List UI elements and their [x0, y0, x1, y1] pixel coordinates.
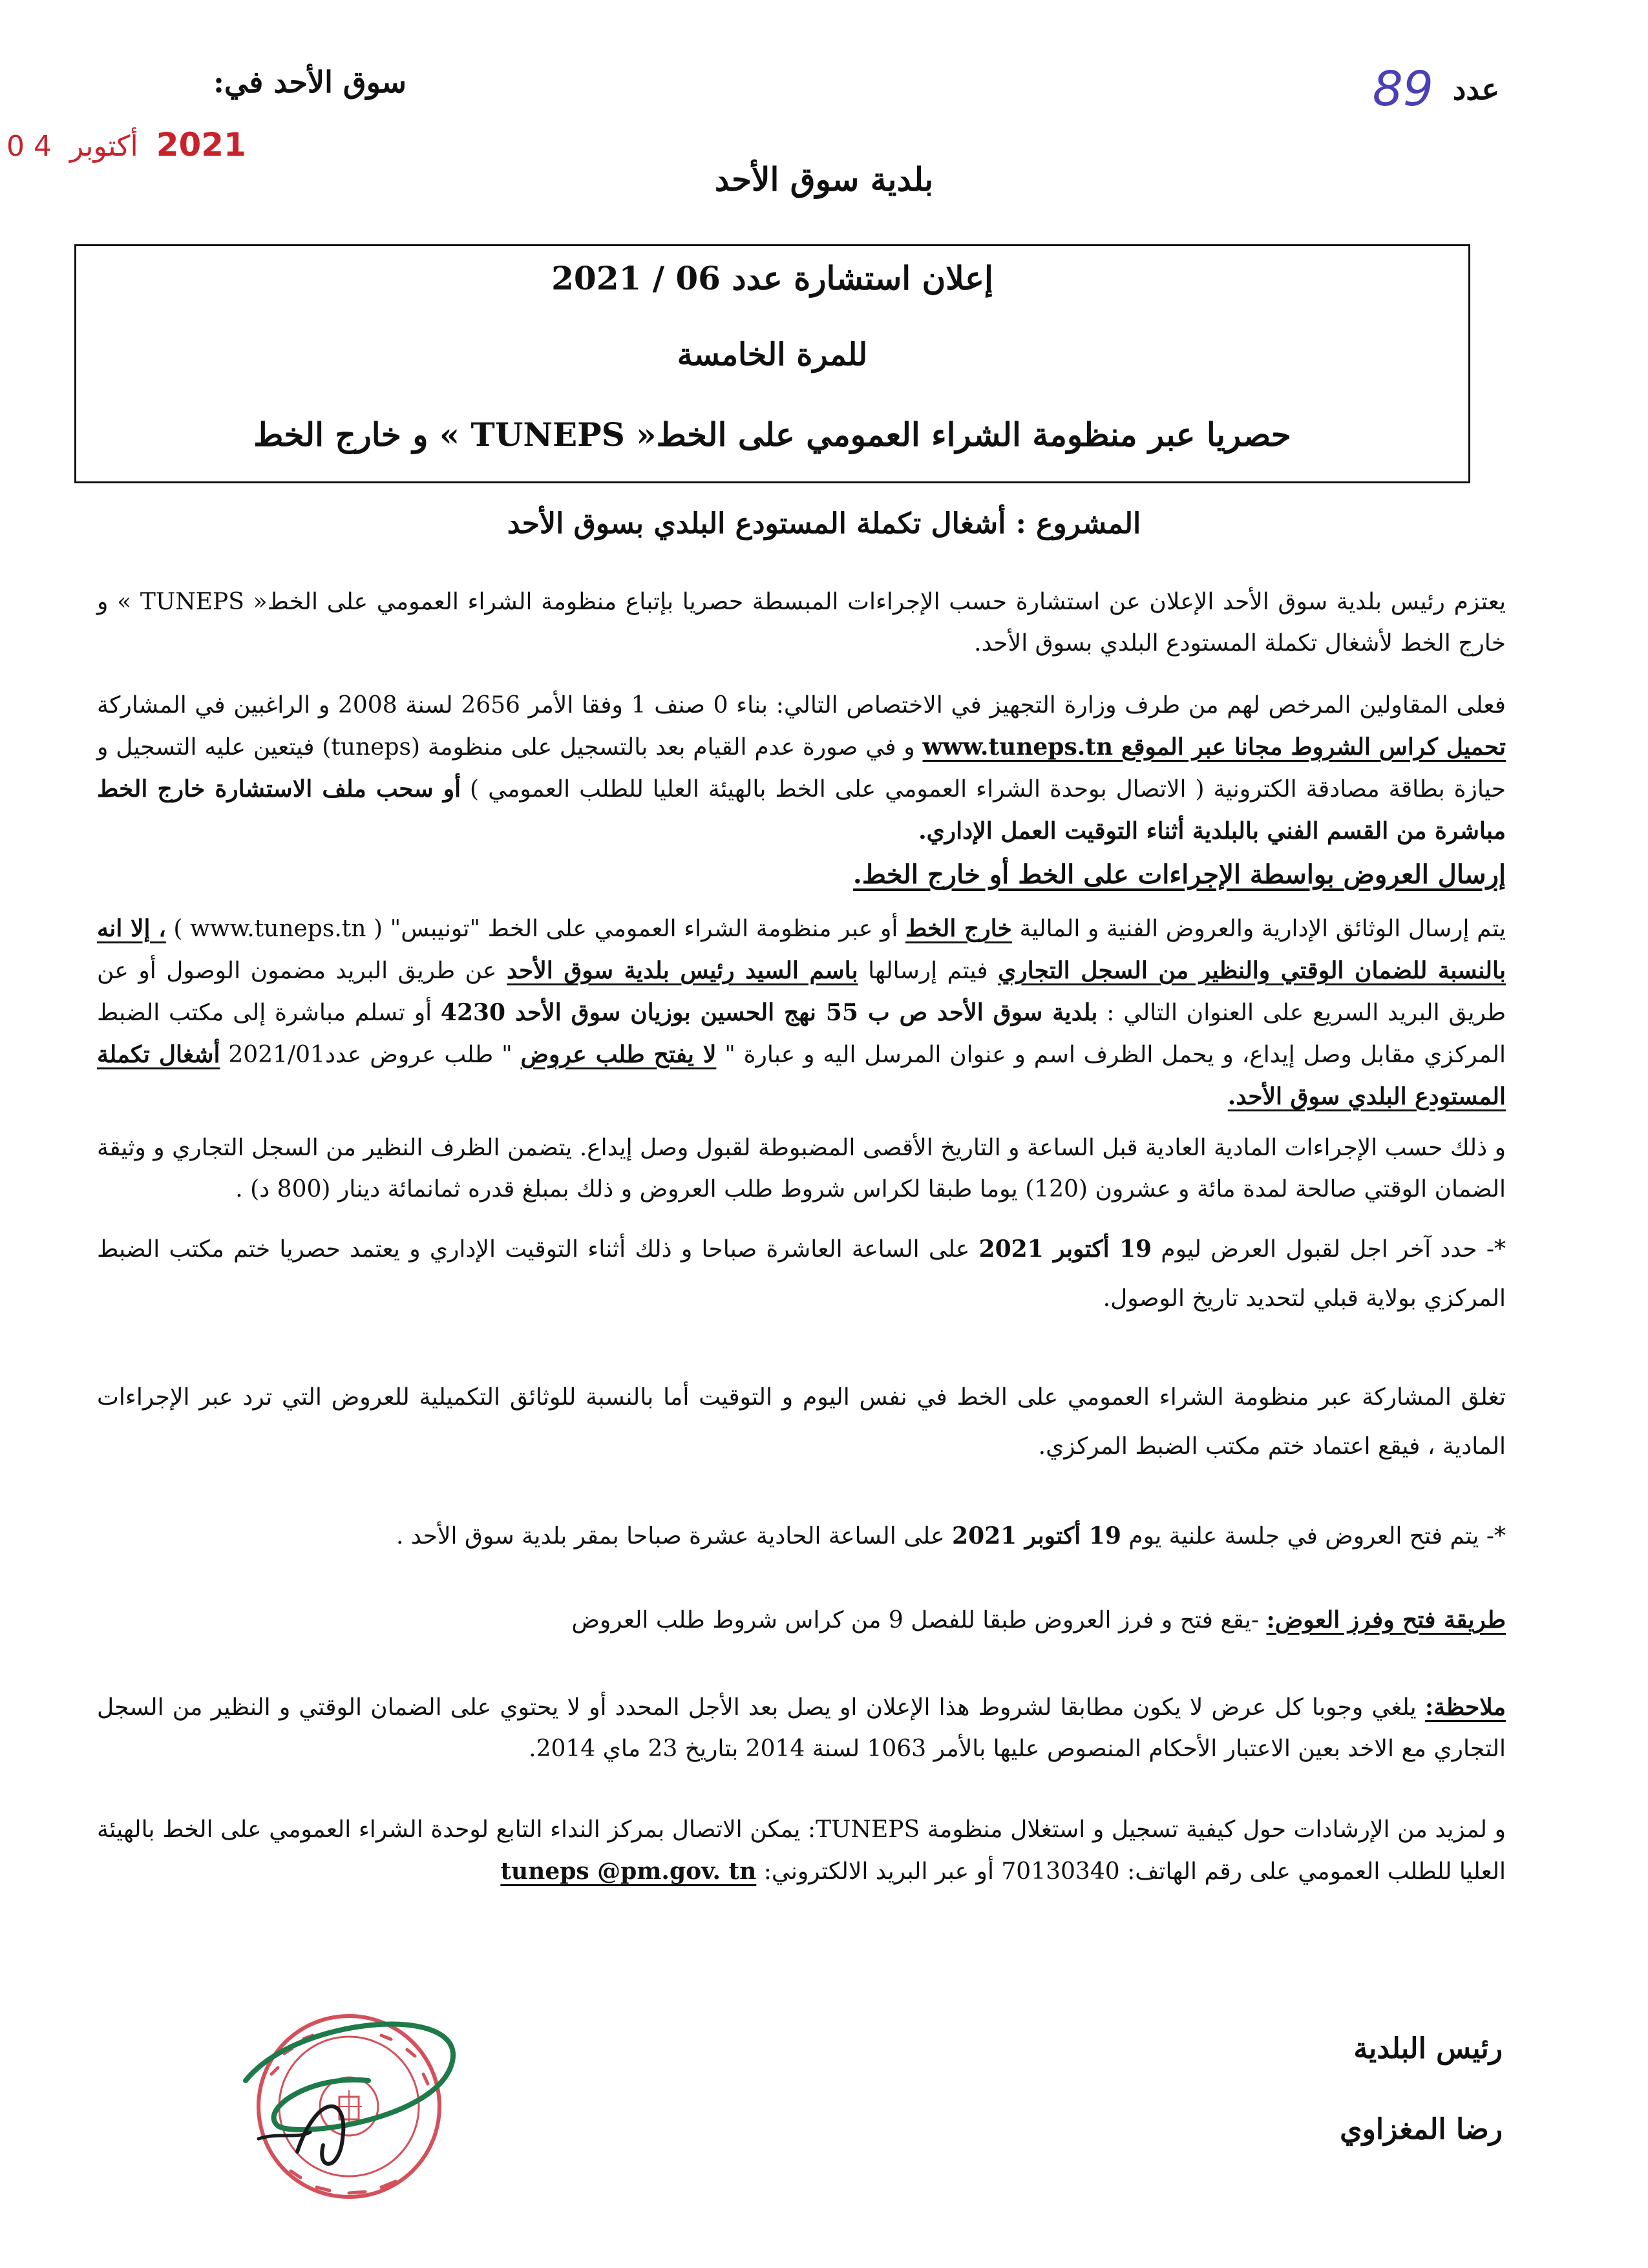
offline-collection-instructions: أو سحب ملف الاستشارة خارج الخط مباشرة من القسم الفني بالبلدية أثناء التوقيت العمل الإداري. — [97, 775, 1506, 845]
submission-paragraph: يتم إرسال الوثائق الإدارية والعروض الفنية و المالية خارج الخط أو عبر منظومة الشراء العمومي على الخط "تونيبس" ( www.tuneps.tn ) ، إلا انه بالنسبة للضمان الوقتي والنظير من السجل التجاري فيتم إرسالها باسم السيد رئيس بلدية سوق الأحد عن طريق البريد مضمون الوصول أو عن طريق البريد السريع على العنوان التالي : بلدية سوق الأحد ص ب 55 نهج الحسين بوزيان سوق الأحد 4230 أو تسلم مباشرة إلى مكتب الضبط المركزي مقابل وصل إيداع، و يحمل الظرف اسم و عنوان المرسل اليه و عبارة " لا يفتح طلب عروض " طلب عروض عدد2021/01 أشغال تكملة المستودع البلدي سوق الأحد. — [97, 915, 1506, 1110]
official-seal-with-signature — [220, 1977, 491, 2210]
reference-number — [1373, 61, 1499, 117]
eligibility-paragraph: فعلى المقاولين المرخص لهم من طرف وزارة التجهيز في الاختصاص التالي: بناء 0 صنف 1 وفقا الأمر 2656 لسنة 2008 و الراغبين في المشاركة تحميل كراس الشروط مجانا عبر الموقع www.tuneps.tn و في صورة عدم القيام بعد بالتسجيل على منظومة (tuneps) فيتعين عليه التسجيل و حيازة بطاقة مصادقة الكترونية ( الاتصال بوحدة الشراء العمومي على الخط بالهيئة العليا للطلب العمومي ) أو سحب ملف الاستشارة خارج الخط مباشرة من القسم الفني بالبلدية أثناء التوقيت العمل الإداري. — [97, 692, 1506, 845]
number-label: عدد — [1452, 72, 1499, 107]
contact-email: tuneps @pm.gov. tn — [500, 1858, 757, 1885]
evaluation-method-label: طريقة فتح وفرز العوض: — [1266, 1606, 1506, 1633]
note-label: ملاحظة: — [1424, 1694, 1506, 1721]
download-instructions: تحميل كراس الشروط مجانا عبر الموقع www.tuneps.tn — [922, 733, 1506, 761]
received-date-stamp — [6, 126, 246, 163]
evaluation-method-paragraph: طريقة فتح وفرز العوض: -يقع فتح و فرز العروض طبقا للفصل 9 من كراس شروط طلب العروض — [571, 1606, 1506, 1633]
stamp-month: أكتوبر — [69, 130, 138, 163]
deadline-paragraph: *- حدد آخر اجل لقبول العرض ليوم 19 أكتوبر 2021 على الساعة العاشرة صباحا و ذلك أثناء التوقيت الإداري و يعتمد حصريا ختم مكتب الضبط المركزي بولاية قبلي لتحديد تاريخ الوصول. — [97, 1235, 1506, 1312]
opening-date: 19 أكتوبر 2021 — [952, 1522, 1121, 1549]
announcement-title-box — [74, 244, 1470, 483]
signatory-name: رضا المغزاوي — [1340, 2113, 1503, 2146]
signatory-title: رئيس البلدية — [1353, 2032, 1503, 2065]
closing-paragraph: تغلق المشاركة عبر منظومة الشراء العمومي على الخط في نفس اليوم و التوقيت أما بالنسبة للوثائق التكميلية للعروض التي ترد عبر الإجراءات المادية ، فيقع اعتماد ختم مكتب الضبط المركزي. — [97, 1384, 1506, 1460]
guarantee-paragraph: و ذلك حسب الإجراءات المادية العادية قبل الساعة و التاريخ الأقصى المضبوطة لقبول وصل إيداع. يتضمن الظرف النظير من السجل التجاري و وثيقة الضمان الوقتي صالحة لمدة مائة و عشرون (120) يوما طبقا لكراس شروط طلب العروض و ذلك بمبلغ قدره ثمانمائة دينار (800 د) . — [97, 1135, 1506, 1202]
stamp-year: 2021 — [156, 126, 246, 163]
place-date-label: سوق الأحد في: — [213, 65, 407, 100]
announcement-mode: حصريا عبر منظومة الشراء العمومي على الخط« TUNEPS » و خارج الخط — [253, 415, 1291, 454]
contact-paragraph: و لمزيد من الإرشادات حول كيفية تسجيل و استغلال منظومة TUNEPS: يمكن الاتصال بمركز النداء التابع لوحدة الشراء العمومي على الخط بالهيئة العليا للطلب العمومي على رقم الهاتف: 70130340 أو عبر البريد الالكتروني: tuneps @pm.gov. tn — [97, 1816, 1506, 1885]
announcement-round: للمرة الخامسة — [677, 337, 868, 373]
municipality-name: بلدية سوق الأحد — [714, 160, 934, 198]
postal-address: بلدية سوق الأحد ص ب 55 نهج الحسين بوزيان سوق الأحد 4230 — [440, 999, 1098, 1026]
handwritten-number: 89 — [1372, 61, 1433, 117]
section-offers-heading: إرسال العروض بواسطة الإجراءات على الخط أو خارج الخط. — [852, 859, 1506, 890]
intro-paragraph: يعتزم رئيس بلدية سوق الأحد الإعلان عن استشارة حسب الإجراءات المبسطة حصريا بإتباع منظومة الشراء العمومي على الخط« TUNEPS » و خارج الخط لأشغال تكملة المستودع البلدي بسوق الأحد. — [97, 589, 1506, 656]
opening-session-paragraph: *- يتم فتح العروض في جلسة علنية يوم 19 أكتوبر 2021 على الساعة الحادية عشرة صباحا بمقر بلدية سوق الأحد . — [396, 1522, 1506, 1549]
stamp-day: 0 4 — [6, 130, 52, 163]
deadline-date: 19 أكتوبر 2021 — [978, 1235, 1152, 1263]
note-paragraph: ملاحظة: يلغي وجوبا كل عرض لا يكون مطابقا لشروط هذا الإعلان او يصل بعد الأجل المحدد أو لا يحتوي على الضمان الوقتي و النظير من السجل التجاري مع الاخد بعين الاعتبار الأحكام المنصوص عليها بالأمر 1063 لسنة 2014 بتاريخ 23 ماي 2014. — [97, 1694, 1506, 1762]
announcement-title: إعلان استشارة عدد 06 / 2021 — [551, 259, 993, 297]
project-title: المشروع : أشغال تكملة المستودع البلدي بسوق الأحد — [507, 507, 1141, 540]
